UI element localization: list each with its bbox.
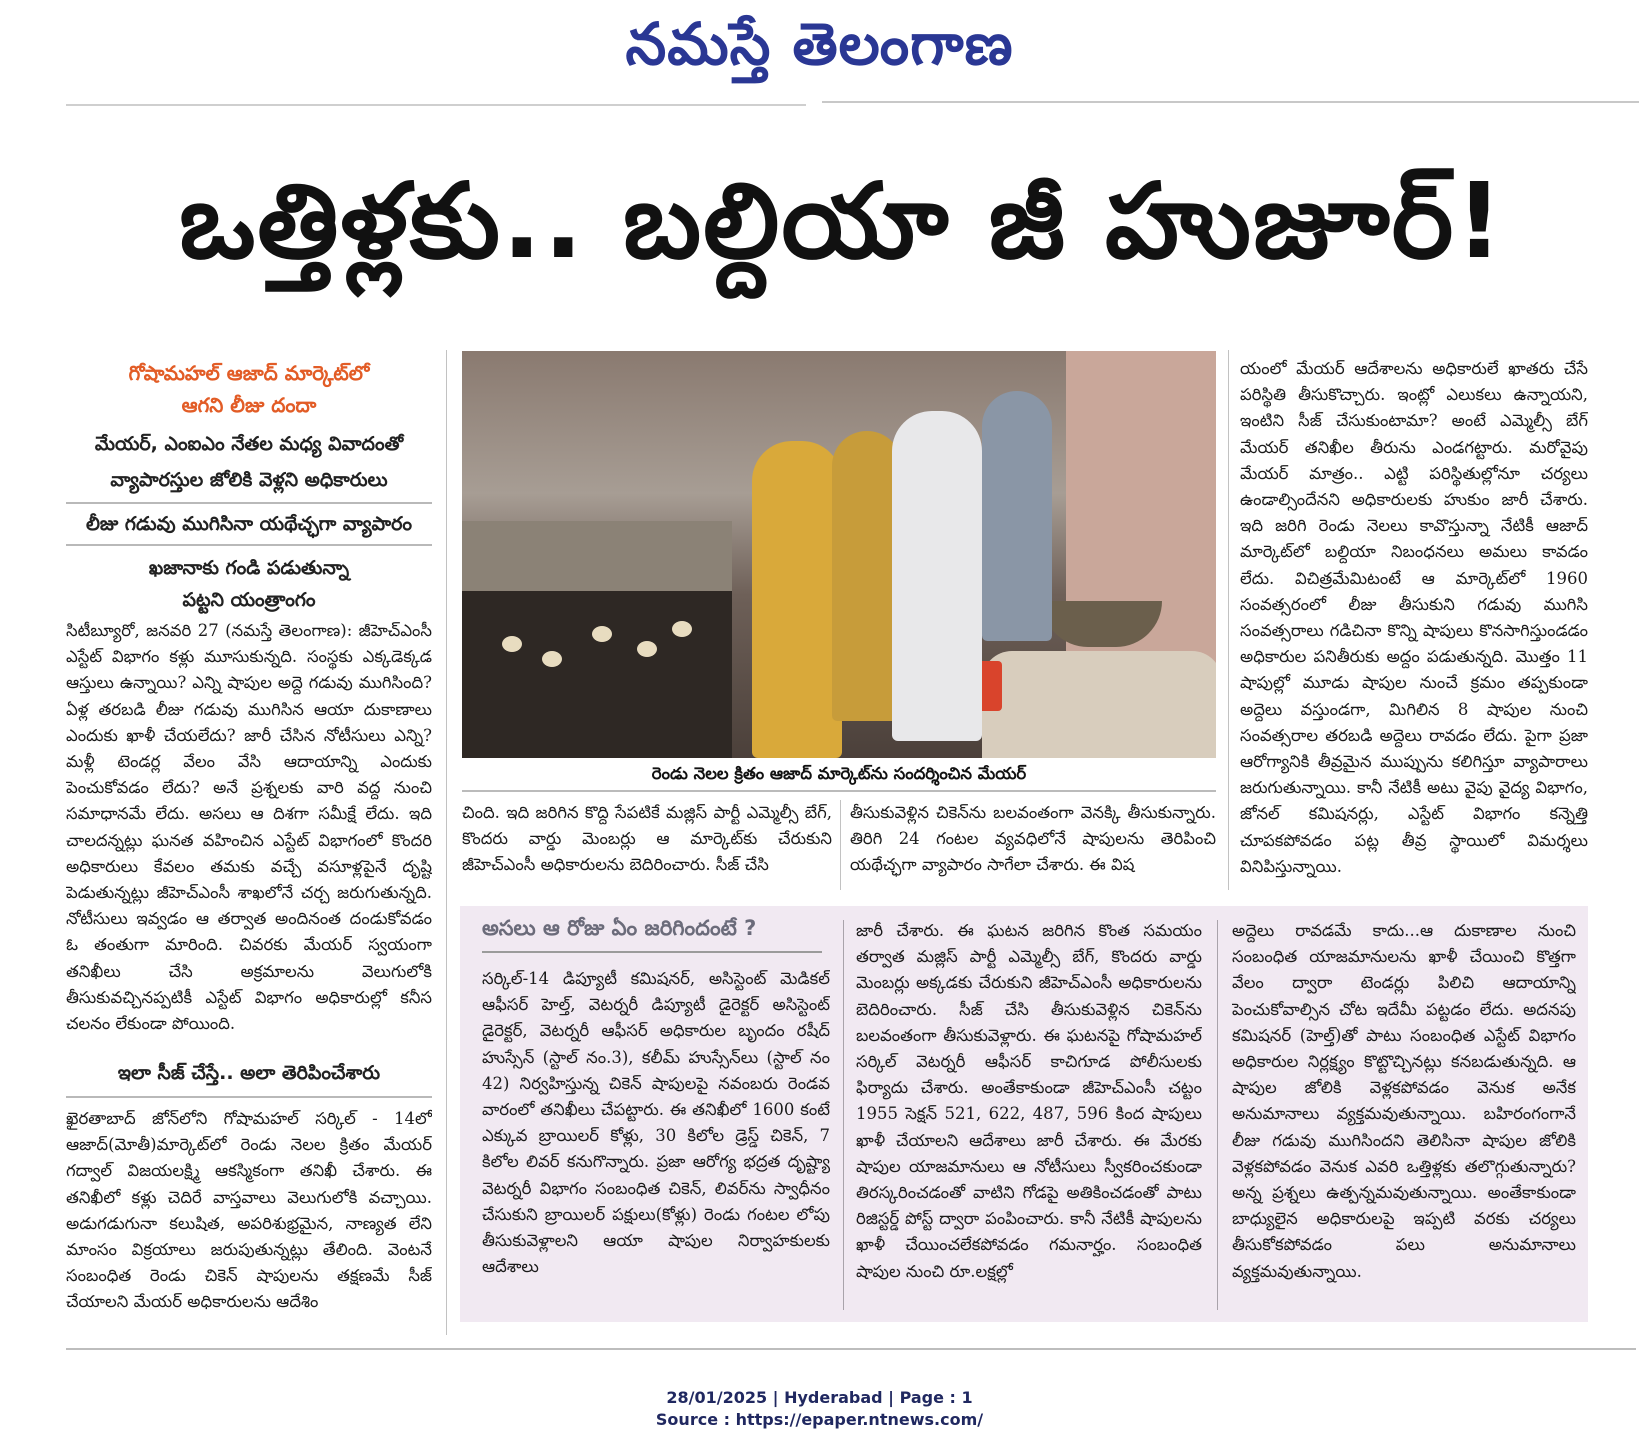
sidebar-column-2 <box>856 918 1202 1316</box>
news-photo <box>462 351 1216 758</box>
headline: ఒత్తిళ్లకు.. బల్దియా జీ హుజూర్! <box>179 160 1505 282</box>
column-4-body <box>1240 356 1588 886</box>
photo-person <box>892 411 982 741</box>
sidebar-column-divider <box>1217 920 1218 1310</box>
deck-2: లీజు గడువు ముగిసినా యథేచ్ఛగా వ్యాపారం <box>85 513 413 535</box>
sidebar-title-divider <box>482 951 822 953</box>
deck-divider <box>66 502 432 504</box>
sidebar-column-3 <box>1232 918 1576 1316</box>
footer-source-link[interactable]: Source : https://epaper.ntnews.com/ <box>655 1410 984 1429</box>
photo-person <box>982 391 1052 641</box>
sidebar-paragraph: అద్దెలు రావడమే కాదు...ఆ దుకాణాల నుంచి సంబంధిత యాజమానులను ఖాళీ చేయించి కొత్తగా వేలం ద్వారా టెండర్లు పిలిచి ఆదాయాన్ని పెంచుకోవాల్సిన చోట ఇదేమీ పట్టడం లేదు. అదనపు కమిషనర్ (హెల్త్)తో పాటు సంబంధిత ఎస్టేట్ విభాగం అధికారుల నిర్లక్ష్యం కొట్టొచ్చినట్లు కనబడుతున్నది. ఆ షాపుల జోలికి వెళ్లకపోవడం వెనుక అనేక అనుమానాలు వ్యక్తమవుతున్నాయి. బహిరంగంగానే లీజు గడువు ముగిసిందని తెలిసినా షాపుల జోలికి వెళ్లకపోవడం వెనుక ఎవరి ఒత్తిళ్లకు తలొగ్గుతున్నారు? అన్న ప్రశ్నలు ఉత్పన్నమవుతున్నాయి. అంతేకాకుండా బాధ్యులైన అధికారులపై ఇప్పటి వరకు చర్యలు తీసుకోకపోవడం పలు అనుమానాలు వ్యక్తమవుతున్నాయి. <box>1232 921 1576 1281</box>
photo-counter <box>462 521 732 591</box>
article-paragraph: ఖైరతాబాద్ జోన్‌లోని గోషామహల్ సర్కిల్ - 14లో ఆజాద్(మోతీ)మార్కెట్‌లో రెండు నెలల క్రితం మేయర్ గద్వాల్ విజయలక్ష్మి ఆకస్మికంగా తనిఖీ చేశారు. ఈ తనిఖీలో కళ్లు చెదిరే వాస్తవాలు వెలుగులోకి వచ్చాయి. అడుగడుగునా కలుషిత, అపరిశుభ్రమైన, నాణ్యత లేని మాంసం విక్రయాలు జరుపుతున్నట్లు తేలింది. వెంటనే సంబంధిత రెండు చికెన్ షాపులను తక్షణమే సీజ్ చేయాలని మేయర్ అధికారులను ఆదేశిం <box>66 1109 432 1312</box>
photo-chicken-pile <box>982 651 1216 758</box>
kicker-line-1: గోషామహల్ ఆజాద్ మార్కెట్‌లో <box>128 361 370 385</box>
sidebar-paragraph: సర్కిల్-14 డిప్యూటీ కమిషనర్, అసిస్టెంట్ మెడికల్ ఆఫీసర్ హెల్త్, వెటర్నరీ డిప్యూటీ డైరెక్టర్ అసిస్టెంట్ డైరెక్టర్, వెటర్నరీ ఆఫీసర్ అధికారుల బృందం రషీద్ హుస్సేన్ (స్టాల్ నం.3), కలీమ్ హుస్సేన్‌లు (స్టాల్ నం 42) నిర్వహిస్తున్న చికెన్ షాపులపై నవంబరు రెండవ వారంలో తనిఖీలు చేపట్టారు. ఈ తనిఖీలో 1600 కంటే ఎక్కువ బ్రాయిలర్ కోళ్లు, 30 కిలోల డ్రెస్డ్ చికెన్, 7 కిలోల లివర్ కనుగొన్నారు. ప్రజా ఆరోగ్య భద్రత దృష్ట్యా వెటర్నరీ విభాగం సంబంధిత చికెన్, లివర్‌ను స్వాధీనం చేసుకుని బ్రాయిలర్ పక్షులు(కోళ్లు) రెండు గంటల లోపు తీసుకువెళ్లాలని ఆయా షాపుల నిర్వాహకులకు ఆదేశాలు <box>482 969 830 1277</box>
sidebar-paragraph: జారీ చేశారు. ఈ ఘటన జరిగిన కొంత సమయం తర్వాత మజ్లిస్ పార్టీ ఎమ్మెల్సీ బేగ్, కొందరు వార్డు మెంబర్లు అక్కడకు చేరుకుని జీహెచ్‌ఎంసీ అధికారులను బెదిరించారు. సీజ్ చేసి తీసుకువెళ్లిన చికెన్‌ను బలవంతంగా తీసుకువెళ్లారు. ఈ ఘటనపై గోషామహల్ సర్కిల్ వెటర్నరీ ఆఫీసర్ కాచిగూడ పోలీసులకు ఫిర్యాదు చేశారు. అంతేకాకుండా జీహెచ్‌ఎంసీ చట్టం 1955 సెక్షన్ 521, 622, 487, 596 కింద షాపులు ఖాళీ చేయాలని ఆదేశాలు జారీ చేశారు. ఈ మేరకు షాపుల యాజమానులు ఆ నోటీసులు స్వీకరించకుండా తిరస్కరించడంతో వాటిని గోడపై అతికించడంతో పాటు రిజిస్టర్డ్ పోస్ట్ ద్వారా పంపించారు. కానీ నేటికీ షాపులను ఖాళీ చేయించలేకపోవడం గమనార్హం. సంబంధిత షాపుల నుంచి రూ.లక్షల్లో <box>856 921 1202 1281</box>
top-divider-right <box>822 101 1639 103</box>
subhead-divider <box>66 1096 432 1098</box>
column-2-body <box>462 800 832 886</box>
column-divider <box>1228 350 1229 890</box>
column-divider <box>840 800 841 890</box>
article-paragraph: సిటీబ్యూరో, జనవరి 27 (నమస్తే తెలంగాణ): జీహెచ్‌ఎంసీ ఎస్టేట్ విభాగం కళ్లు మూసుకున్నది. సంస్థకు ఎక్కడెక్కడ ఆస్తులు ఉన్నాయి? ఎన్ని షాపుల అద్దె గడువు ముగిసింది? ఏళ్ల తరబడి లీజు గడువు ముగిసిన ఆయా దుకాణాలు ఎందుకు ఖాళీ చేయలేదు? జారీ చేసిన నోటీసులు ఎన్ని? మళ్లీ టెండర్ల వేలం వేసి ఆదాయాన్ని ఎందుకు పెంచుకోవడం లేదు? అనే ప్రశ్నలకు వారి వద్ద నుంచి సమాధానమే లేదు. అసలు ఆ దిశగా సమీక్షే లేదు. ఇది చాలదన్నట్లు ఘనత వహించిన ఎస్టేట్ విభాగంలో కొందరి అధికారులు కేవలం తమకు వచ్చే వసూళ్లపైనే దృష్టి పెడుతున్నట్లు జీహెచ్‌ఎంసీ శాఖలోనే చర్చ జరుగుతున్నది. నోటీసులు ఇవ్వడం ఆ తర్వాత అందినంత దండుకోవడం ఓ తంతుగా మారింది. చివరకు మేయర్ స్వయంగా తనిఖీలు చేసి అక్రమాలను వెలుగులోకి తీసుకువచ్చినప్పటికీ ఎస్టేట్ విభాగం అధికారుల్లో కనీస చలనం లేకుండా పోయింది. <box>66 621 432 1034</box>
column-divider <box>446 350 447 1335</box>
photo-chick <box>637 641 657 657</box>
deck-3-line-2: పట్టని యంత్రాంగం <box>182 589 316 611</box>
sidebar-column-divider <box>843 920 844 1310</box>
deck-3-line-1: ఖజానాకు గండి పడుతున్నా <box>148 557 350 579</box>
bottom-divider <box>66 1348 1636 1350</box>
column-1-body-2 <box>66 1106 432 1336</box>
deck-1-line-2: వ్యాపారస్తుల జోలికి వెళ్లని అధికారులు <box>110 469 388 491</box>
footer-date-page: 28/01/2025 | Hyderabad | Page : 1 <box>666 1388 973 1407</box>
column-3-body <box>850 800 1216 886</box>
caption-divider <box>462 790 1216 792</box>
sidebar-column-1 <box>482 966 830 1316</box>
photo-chick <box>672 621 692 637</box>
kicker-line-2: ఆగని లీజు దందా <box>181 393 317 417</box>
photo-coop <box>462 591 732 758</box>
top-divider-left <box>66 104 806 106</box>
column-1-subhead: ఇలా సీజ్ చేస్తే.. అలా తెరిపించేశారు <box>117 1062 381 1084</box>
sidebar-box-title: అసలు ఆ రోజు ఏం జరిగిందంటే ? <box>482 916 757 940</box>
photo-chick <box>502 636 522 652</box>
article-paragraph: తీసుకువెళ్లిన చికెన్‌ను బలవంతంగా వెనక్కి తీసుకున్నారు. తిరిగి 24 గంటల వ్యవధిలోనే షాపులను తెరిపించి యథేచ్ఛగా వ్యాపారం సాగేలా చేశారు. ఈ విష <box>850 803 1216 875</box>
article-paragraph: చింది. ఇది జరిగిన కొద్ది సేపటికే మజ్లిస్ పార్టీ ఎమ్మెల్సీ బేగ్, కొందరు వార్డు మెంబర్లు ఆ మార్కెట్‌కు చేరుకుని జీహెచ్‌ఎంసీ అధికారులను బెదిరించారు. సీజ్ చేసి <box>462 803 832 875</box>
masthead-logo: నమస్తే తెలంగాణ <box>625 10 1014 78</box>
photo-person-mayor <box>752 441 842 758</box>
article-paragraph: యంలో మేయర్ ఆదేశాలను అధికారులే ఖాతరు చేసే పరిస్థితి తీసుకొచ్చారు. ఇంట్లో ఎలుకలు ఉన్నాయని, ఇంటిని సీజ్ చేసుకుంటామా? అంటే ఎమ్మెల్సీ బేగ్ మేయర్ తనిఖీల తీరును ఎండగట్టారు. మరోవైపు మేయర్ మాత్రం.. ఎట్టి పరిస్థితుల్లోనూ చర్యలు ఉండాల్సిందేనని అధికారులకు హుకుం జారీ చేశారు. ఇది జరిగి రెండు నెలలు కావొస్తున్నా నేటికీ ఆజాద్ మార్కెట్‌లో బల్దియా నిబంధనలు అమలు కావడం లేదు. విచిత్రమేమిటంటే ఆ మార్కెట్‌లో 1960 సంవత్సరంలో లీజు తీసుకుని గడువు ముగిసి సంవత్సరాలు గడిచినా కొన్ని షాపులు కొనసాగిస్తుండడం అధికారుల పనితీరుకు అద్దం పడుతున్నది. మొత్తం 11 షాపుల్లో మూడు షాపుల నుంచే క్రమం తప్పకుండా అద్దెలు వస్తుండగా, మిగిలిన 8 షాపుల నుంచి సంవత్సరాల తరబడి అద్దెలు రావడం లేదు. పైగా ప్రజా ఆరోగ్యానికి తీవ్రమైన ముప్పును కలిగిస్తూ వ్యాపారాలు జరుగుతున్నాయి. కానీ నేటికీ అటు వైపు వైద్య విభాగం, జోనల్ కమిషనర్లు, ఎస్టేట్ విభాగం కన్నెత్తి చూపకపోవడం పట్ల తీవ్ర స్థాయిలో విమర్శలు వినిపిస్తున్నాయి. <box>1240 359 1588 876</box>
column-1-body <box>66 618 432 1058</box>
photo-chick <box>542 651 562 667</box>
photo-chick <box>592 626 612 642</box>
deck-1-line-1: మేయర్, ఎంఐఎం నేతల మధ్య వివాదంతో <box>94 433 404 455</box>
deck-divider <box>66 544 432 546</box>
photo-caption: రెండు నెలల క్రితం ఆజాద్ మార్కెట్‌ను సందర్శించిన మేయర్ <box>651 764 1027 783</box>
